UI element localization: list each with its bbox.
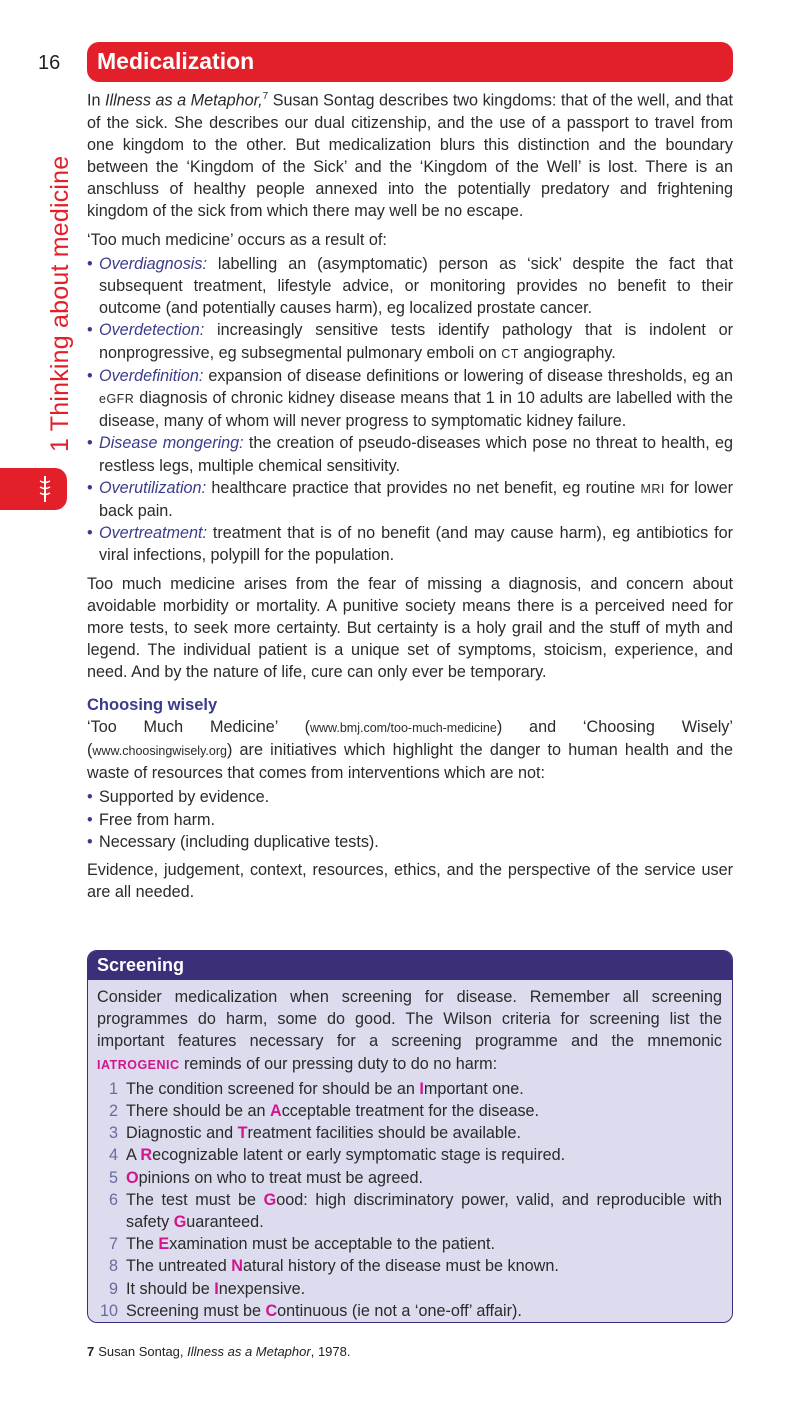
list-item: 7 The Examination must be acceptable to the patient. — [108, 1235, 495, 1254]
list-item: 4 A Recognizable latent or early symptomatic stage is required. — [108, 1146, 566, 1165]
list-item: 1 The condition screened for should be an Important one. — [108, 1079, 524, 1098]
main-text — [87, 86, 733, 912]
section-title: Medicalization — [87, 42, 733, 82]
wilson-criteria-list — [97, 1078, 722, 1322]
list-item: 8 The untreated Natural history of the disease must be known. — [108, 1257, 559, 1276]
fear-paragraph: Too much medicine arises from the fear of missing a diagnosis, and concern about avoidable morbidity or mortality. A punitive society means there is a perceived need for more tests, to seek more certainty. But certainty is a holy grail and the stuff of myth and legend. The individual patient is a unique set of symptoms, stoicism, experience, and need. And by the nature of life, cure can only ever be temporary. — [87, 574, 733, 682]
list-item: • Overdiagnosis: labelling an (asymptomatic) person as ‘sick’ despite the fact that subsequent treatment, lifestyle advice, or monitoring provides no benefit to their outcome (and potentially causes harm), eg localized prostate cancer. — [87, 253, 733, 320]
list-item: 2 There should be an Acceptable treatment for the disease. — [108, 1102, 540, 1121]
caduceus-icon — [38, 474, 52, 504]
causes-list — [87, 253, 733, 567]
footnote: 7 Susan Sontag, Illness as a Metaphor, 1978. — [87, 1344, 351, 1359]
list-item: • Overtreatment: treatment that is of no benefit (and may cause harm), eg antibiotics for viral infections, polypill for the population. — [87, 522, 733, 566]
screening-box — [87, 950, 733, 1323]
mnemonic: IATROGENIC — [97, 1057, 180, 1072]
chapter-label: 1 Thinking about medicine — [46, 155, 74, 452]
criteria-list — [87, 786, 733, 853]
choosing-wisely-heading: Choosing wisely — [87, 695, 218, 714]
screening-body — [88, 980, 732, 1322]
list-item: • Disease mongering: the creation of pseudo-diseases which pose no threat to health, eg restless legs, multiple chemical sensitivity. — [87, 432, 733, 476]
list-item: 6 The test must be Good: high discriminatory power, valid, and reproducible with safety Guaranteed. — [108, 1190, 722, 1232]
list-item: • Necessary (including duplicative tests). — [87, 831, 733, 853]
choosing-paragraph: ‘Too Much Medicine’ (www.bmj.com/too-much-medicine) and ‘Choosing Wisely’ (www.choosingwisely.org) are initiatives which highlight the danger to human health and the waste of resources that comes from interventions which are not: — [87, 717, 733, 783]
list-item: 10 Screening must be Continuous (ie not a ‘one-off’ affair). — [99, 1301, 522, 1320]
screening-heading: Screening — [88, 951, 732, 980]
choosingwisely-link: www.choosingwisely.org — [92, 744, 227, 759]
list-item: • Free from harm. — [87, 809, 733, 831]
intro-paragraph: In Illness as a Metaphor,$^7$ Susan Sontag describes two kingdoms: that of the well, and that of the sick. She describes our dual citizenship, and the use of a passport to travel from one kingdom to the other. But medicalization blurs this distinction and the boundary between the ‘Kingdom of the Sick’ and the ‘Kingdom of the Well’ is lost. There is an anschluss of healthy people annexed into the potentially predatory and frightening kingdom of the sick from which there may well be no escape. — [87, 91, 733, 221]
list-item: • Overdefinition: expansion of disease definitions or lowering of disease thresholds, eg an eGFR diagnosis of chronic kidney disease means that 1 in 10 adults are labelled with the disease, many of whom will never progress to symptomatic kidney failure. — [87, 365, 733, 433]
page-number: 16 — [38, 52, 61, 74]
book-title: Illness as a Metaphor, — [105, 91, 263, 110]
list-item: 5 Opinions on who to treat must be agreed. — [108, 1168, 423, 1187]
bmj-link: www.bmj.com/too-much-medicine — [309, 720, 497, 735]
list-item: 9 It should be Inexpensive. — [108, 1279, 306, 1298]
footnote-ref: 7 — [262, 91, 269, 102]
closing-paragraph: Evidence, judgement, context, resources, ethics, and the perspective of the service user are all needed. — [87, 861, 733, 902]
chapter-thumb-tab — [0, 468, 67, 510]
list-item: 3 Diagnostic and Treatment facilities should be available. — [108, 1124, 522, 1143]
list-item: • Supported by evidence. — [87, 786, 733, 808]
too-much-intro: ‘Too much medicine’ occurs as a result of: — [87, 230, 387, 249]
list-item: • Overdetection: increasingly sensitive tests identify pathology that is indolent or nonprogressive, eg subsegmental pulmonary emboli on CT angiography. — [87, 319, 733, 364]
screening-intro: Consider medicalization when screening for disease. Remember all screening programmes do harm, some do good. The Wilson criteria for screening list the important features necessary for a screening programme and the mnemonic IATROGENIC reminds of our pressing duty to do no harm: — [97, 988, 722, 1073]
list-item: • Overutilization: healthcare practice that provides no net benefit, eg routine MRI for lower back pain. — [87, 477, 733, 522]
